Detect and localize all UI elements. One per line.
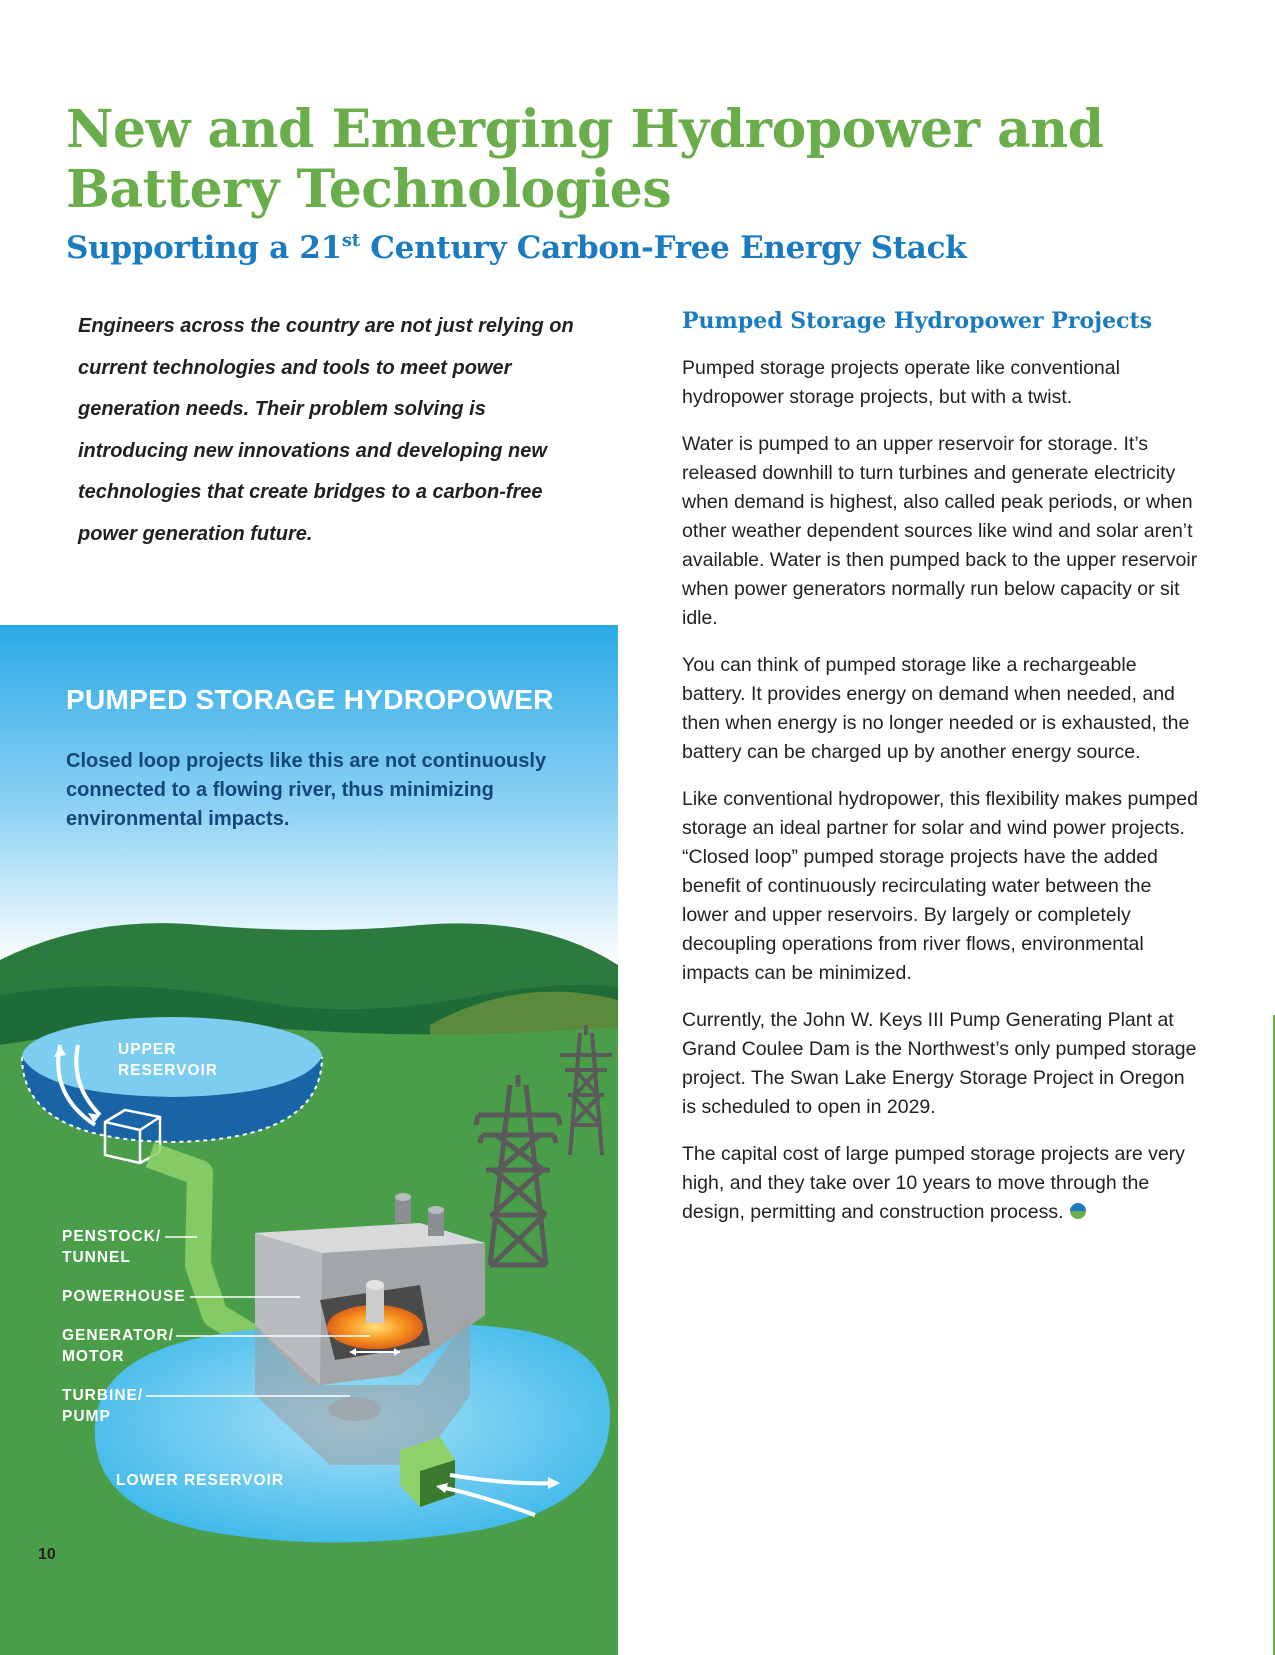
article-paragraph-6 [682,1140,1202,1227]
page-title: New and Emerging Hydropower and Battery Technologies [66,99,1104,220]
penstock-label [62,1226,161,1268]
upper-reservoir-label [118,1039,218,1081]
article-paragraph-6-text: The capital cost of large pumped storage projects are very high, and they take over 10 years to move through the design, permitting and construction process. [682,1143,1185,1223]
generator-label-line-1: GENERATOR/ [62,1327,174,1344]
page-subtitle [66,228,966,268]
article-paragraph-2: Water is pumped to an upper reservoir for storage. It’s released downhill to turn turbines and generate electricity when demand is highest, also called peak periods, or when other weather dependent sources like wind and solar aren’t available. Water is then pumped back to the upper reservoir when power generators normally run below capacity or sit idle. [682,433,1198,629]
article-paragraph-4: Like conventional hydropower, this flexibility makes pumped storage an ideal partner for solar and wind power projects. “Closed loop” pumped storage projects have the added benefit of continuously recirculating water between the lower and upper reservoirs. By largely or completely decoupling operations from river flows, environmental impacts can be minimized. [682,788,1198,984]
upper-reservoir-label-line-2: RESERVOIR [118,1062,219,1079]
pumped-storage-illustration [0,625,618,1655]
subtitle-superscript: st [341,230,360,251]
turbine-label-line-1: TURBINE/ [62,1387,144,1404]
end-mark-icon [1070,1203,1086,1219]
article-column [682,306,1202,1245]
powerhouse-label: POWERHOUSE [62,1288,186,1305]
article-paragraph-5: Currently, the John W. Keys III Pump Generating Plant at Grand Coulee Dam is the Northwest’s only pumped storage project. The Swan Lake Energy Storage Project in Oregon is scheduled to open in 2029. [682,1009,1197,1118]
illustration-description: Closed loop projects like this are not continuously connected to a flowing river, thus minimizing environmental impacts. [66,750,547,830]
section-heading: Pumped Storage Hydropower Projects [682,308,1153,334]
page-number: 10 [38,1546,56,1563]
illustration-title: PUMPED STORAGE HYDROPOWER [66,684,554,715]
subtitle-part-2: Century Carbon-Free Energy Stack [359,230,967,266]
lower-reservoir-label: LOWER RESERVOIR [116,1472,285,1489]
turbine-label [62,1385,143,1427]
generator-label-line-2: MOTOR [62,1348,125,1365]
article-paragraph-1: Pumped storage projects operate like conventional hydropower storage projects, but with a twist. [682,357,1120,408]
intro-text: Engineers across the country are not just relying on current technologies and tools to meet power generation needs. Their problem solving is introducing new innovations and developing new technologies that create bridges to a carbon-free power generation future. [78,315,574,545]
turbine-label-line-2: PUMP [62,1408,111,1425]
penstock-label-line-2: TUNNEL [62,1249,131,1266]
generator-label [62,1325,174,1367]
upper-reservoir-label-line-1: UPPER [118,1041,177,1058]
subtitle-part-1: Supporting a 21 [66,230,342,266]
penstock-label-line-1: PENSTOCK/ [62,1228,162,1245]
article-paragraph-3: You can think of pumped storage like a rechargeable battery. It provides energy on demand when needed, and then when energy is no longer needed or is exhausted, the battery can be charged up by another energy source. [682,654,1190,763]
